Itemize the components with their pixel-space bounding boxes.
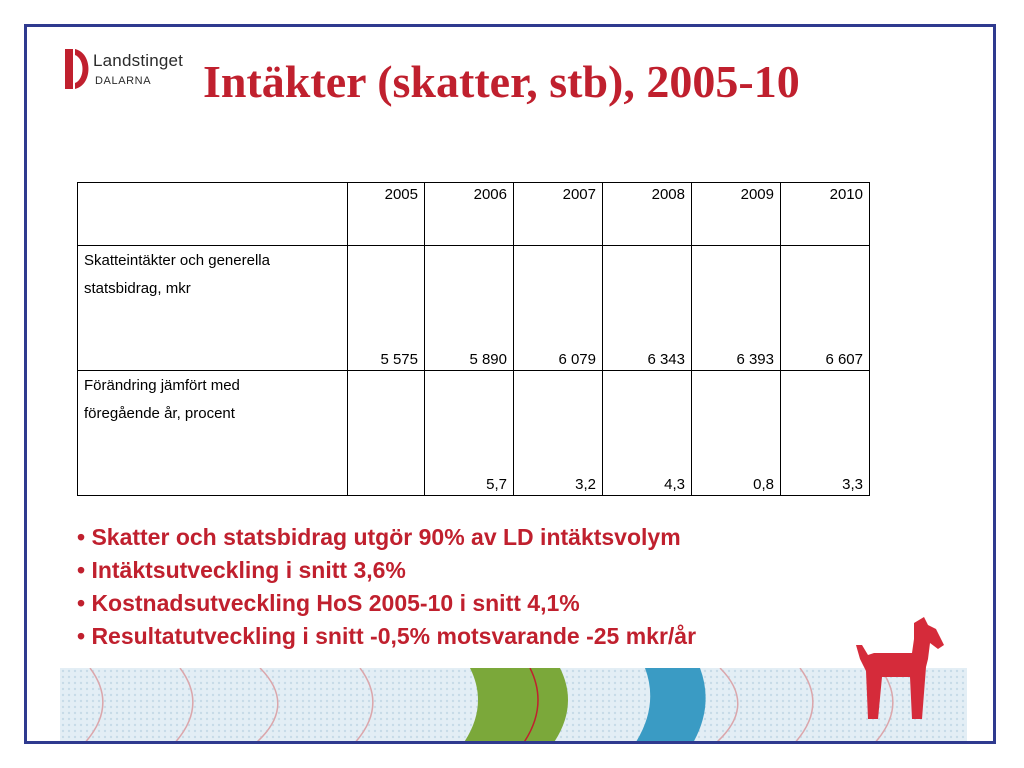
table-cell: 6 607 <box>781 246 870 371</box>
table-header-row <box>78 183 870 246</box>
table-header-cell: 2008 <box>603 183 692 246</box>
bullet-item: • Skatter och statsbidrag utgör 90% av LD intäktsvolym <box>77 524 681 550</box>
revenue-table <box>77 182 870 496</box>
bullet-item: • Intäktsutveckling i snitt 3,6% <box>77 557 406 583</box>
table-cell: 0,8 <box>692 371 781 496</box>
table-header-cell: 2005 <box>348 183 425 246</box>
table-cell: 4,3 <box>603 371 692 496</box>
table-cell: 5 890 <box>425 246 514 371</box>
bullet-item: • Kostnadsutveckling HoS 2005-10 i snitt 4,1% <box>77 590 580 616</box>
table-cell: 5,7 <box>425 371 514 496</box>
table-cell: 6 393 <box>692 246 781 371</box>
table-cell <box>348 371 425 496</box>
table-cell: 3,3 <box>781 371 870 496</box>
landstinget-logo <box>63 45 213 105</box>
table-row <box>78 246 870 371</box>
table-header-cell: 2006 <box>425 183 514 246</box>
table-cell: 3,2 <box>514 371 603 496</box>
table-row-label: Förändring jämfört med föregående år, procent <box>78 371 348 496</box>
logo-text-dalarna: DALARNA <box>95 75 152 87</box>
table-header-cell: 2010 <box>781 183 870 246</box>
table-cell: 6 343 <box>603 246 692 371</box>
logo-mark-icon <box>63 45 93 93</box>
decorative-band <box>60 668 967 744</box>
table-cell: 6 079 <box>514 246 603 371</box>
slide-title: Intäkter (skatter, stb), 2005-10 <box>203 56 800 107</box>
bullet-item: • Resultatutveckling i snitt -0,5% motsvarande -25 mkr/år <box>77 623 697 649</box>
table-header-cell: 2009 <box>692 183 781 246</box>
table-header-cell: 2007 <box>514 183 603 246</box>
dala-horse-icon <box>852 615 947 725</box>
table-row-label: Skatteintäkter och generella statsbidrag, mkr <box>78 246 348 371</box>
bullet-list <box>77 521 696 653</box>
table-header-cell <box>78 183 348 246</box>
table-row <box>78 371 870 496</box>
slide-frame <box>24 24 996 744</box>
table-cell: 5 575 <box>348 246 425 371</box>
logo-text-landstinget: Landstinget <box>93 51 184 70</box>
